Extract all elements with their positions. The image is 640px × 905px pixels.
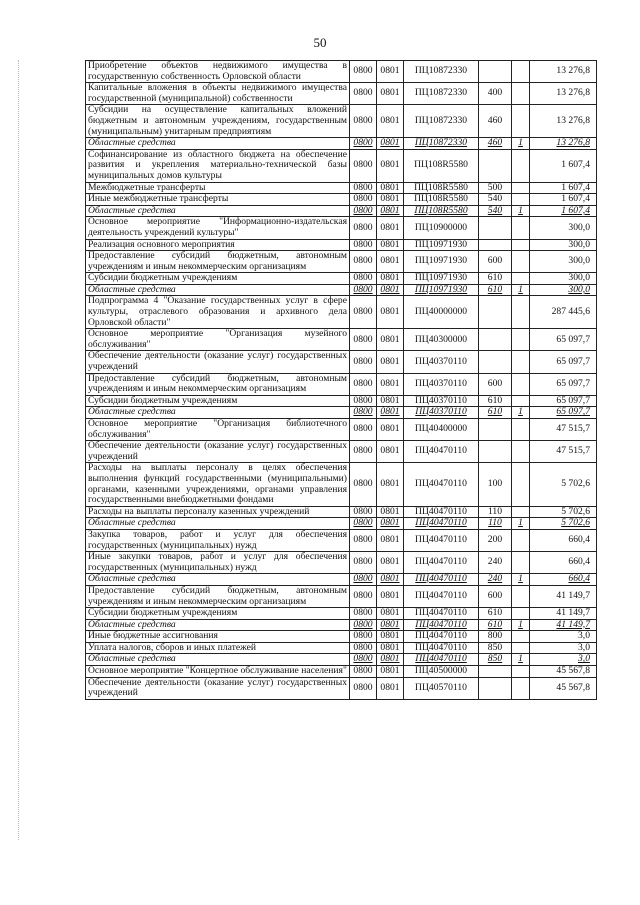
subsection-code-cell: 0801 <box>377 182 404 194</box>
expense-type-cell: 600 <box>479 251 512 273</box>
table-row <box>86 631 597 643</box>
subsection-code-cell: 0801 <box>377 506 404 518</box>
subsection-code-cell: 0801 <box>377 239 404 251</box>
funding-source-cell <box>512 251 530 273</box>
funding-source-cell: 1 <box>512 205 530 217</box>
budget-table <box>85 60 597 700</box>
table-row <box>86 407 597 419</box>
row-name-cell: Основное мероприятие "Организация музейного обслуживания" <box>86 329 350 351</box>
expense-type-cell: 540 <box>479 194 512 206</box>
section-code-cell: 0800 <box>350 642 377 654</box>
row-name-cell: Субсидии бюджетным учреждениям <box>86 395 350 407</box>
table-row <box>86 619 597 631</box>
subsection-code-cell: 0801 <box>377 395 404 407</box>
target-code-cell: ПЦ10872330 <box>404 105 479 138</box>
target-code-cell: ПЦ40370110 <box>404 407 479 419</box>
table-row <box>86 83 597 105</box>
section-code-cell: 0800 <box>350 619 377 631</box>
funding-source-cell <box>512 329 530 351</box>
funding-source-cell <box>512 217 530 239</box>
subsection-code-cell: 0801 <box>377 194 404 206</box>
subsection-code-cell: 0801 <box>377 373 404 395</box>
row-name-cell: Иные бюджетные ассигнования <box>86 631 350 643</box>
section-code-cell: 0800 <box>350 182 377 194</box>
amount-cell: 660,4 <box>530 529 597 551</box>
funding-source-cell <box>512 585 530 607</box>
row-name-cell: Реализация основного мероприятия <box>86 239 350 251</box>
expense-type-cell: 610 <box>479 273 512 285</box>
table-row <box>86 506 597 518</box>
table-row <box>86 205 597 217</box>
subsection-code-cell: 0801 <box>377 608 404 620</box>
amount-cell: 660,4 <box>530 574 597 586</box>
table-row <box>86 395 597 407</box>
subsection-code-cell: 0801 <box>377 463 404 506</box>
amount-cell: 5 702,6 <box>530 518 597 530</box>
row-name-cell: Субсидии бюджетным учреждениям <box>86 273 350 285</box>
row-name-cell: Предоставление субсидий бюджетным, автономным учреждениям и иным некоммерческим организациям <box>86 373 350 395</box>
section-code-cell: 0800 <box>350 631 377 643</box>
amount-cell: 13 276,8 <box>530 138 597 150</box>
section-code-cell: 0800 <box>350 284 377 296</box>
target-code-cell: ПЦ40370110 <box>404 351 479 373</box>
subsection-code-cell: 0801 <box>377 83 404 105</box>
expense-type-cell <box>479 441 512 463</box>
table-row <box>86 351 597 373</box>
row-name-cell: Расходы на выплаты персоналу казенных учреждений <box>86 506 350 518</box>
amount-cell: 1 607,4 <box>530 194 597 206</box>
expense-type-cell: 610 <box>479 407 512 419</box>
row-name-cell: Субсидии бюджетным учреждениям <box>86 608 350 620</box>
row-name-cell: Субсидии на осуществление капитальных вложений бюджетным и автономным учреждениям, государственным (муниципальным) унитарным предприятиям <box>86 105 350 138</box>
amount-cell: 3,0 <box>530 642 597 654</box>
target-code-cell: ПЦ40470110 <box>404 463 479 506</box>
target-code-cell: ПЦ10872330 <box>404 138 479 150</box>
target-code-cell: ПЦ108R5580 <box>404 149 479 182</box>
table-row <box>86 182 597 194</box>
expense-type-cell <box>479 351 512 373</box>
subsection-code-cell: 0801 <box>377 529 404 551</box>
target-code-cell: ПЦ40370110 <box>404 395 479 407</box>
funding-source-cell <box>512 273 530 285</box>
section-code-cell: 0800 <box>350 441 377 463</box>
section-code-cell: 0800 <box>350 395 377 407</box>
amount-cell: 300,0 <box>530 239 597 251</box>
row-name-cell: Капитальные вложения в объекты недвижимого имущества государственной (муниципальной) собственности <box>86 83 350 105</box>
section-code-cell: 0800 <box>350 138 377 150</box>
target-code-cell: ПЦ108R5580 <box>404 194 479 206</box>
target-code-cell: ПЦ40470110 <box>404 529 479 551</box>
funding-source-cell <box>512 441 530 463</box>
subsection-code-cell: 0801 <box>377 138 404 150</box>
target-code-cell: ПЦ40470110 <box>404 585 479 607</box>
amount-cell: 65 097,7 <box>530 407 597 419</box>
target-code-cell: ПЦ40570110 <box>404 677 479 699</box>
subsection-code-cell: 0801 <box>377 217 404 239</box>
expense-type-cell: 400 <box>479 83 512 105</box>
expense-type-cell: 110 <box>479 506 512 518</box>
funding-source-cell: 1 <box>512 284 530 296</box>
section-code-cell: 0800 <box>350 296 377 329</box>
expense-type-cell <box>479 149 512 182</box>
row-name-cell: Межбюджетные трансферты <box>86 182 350 194</box>
target-code-cell: ПЦ10971930 <box>404 251 479 273</box>
section-code-cell: 0800 <box>350 194 377 206</box>
funding-source-cell <box>512 149 530 182</box>
section-code-cell: 0800 <box>350 666 377 678</box>
funding-source-cell: 1 <box>512 574 530 586</box>
expense-type-cell <box>479 61 512 83</box>
amount-cell: 660,4 <box>530 552 597 574</box>
amount-cell: 13 276,8 <box>530 105 597 138</box>
expense-type-cell: 600 <box>479 585 512 607</box>
target-code-cell: ПЦ40470110 <box>404 608 479 620</box>
expense-type-cell: 610 <box>479 619 512 631</box>
target-code-cell: ПЦ10971930 <box>404 239 479 251</box>
expense-type-cell: 850 <box>479 654 512 666</box>
funding-source-cell <box>512 296 530 329</box>
table-row <box>86 608 597 620</box>
expense-type-cell <box>479 296 512 329</box>
funding-source-cell: 1 <box>512 518 530 530</box>
row-name-cell: Иные закупки товаров, работ и услуг для обеспечения государственных (муниципальных) нужд <box>86 552 350 574</box>
section-code-cell: 0800 <box>350 105 377 138</box>
funding-source-cell <box>512 395 530 407</box>
expense-type-cell: 610 <box>479 395 512 407</box>
expense-type-cell <box>479 239 512 251</box>
section-code-cell: 0800 <box>350 61 377 83</box>
amount-cell: 47 515,7 <box>530 441 597 463</box>
expense-type-cell: 540 <box>479 205 512 217</box>
section-code-cell: 0800 <box>350 205 377 217</box>
row-name-cell: Закупка товаров, работ и услуг для обеспечения государственных (муниципальных) нужд <box>86 529 350 551</box>
budget-table-body <box>86 61 597 700</box>
table-row <box>86 419 597 441</box>
subsection-code-cell: 0801 <box>377 419 404 441</box>
row-name-cell: Областные средства <box>86 518 350 530</box>
amount-cell: 65 097,7 <box>530 373 597 395</box>
funding-source-cell: 1 <box>512 138 530 150</box>
expense-type-cell: 600 <box>479 373 512 395</box>
amount-cell: 65 097,7 <box>530 351 597 373</box>
row-name-cell: Областные средства <box>86 654 350 666</box>
table-row <box>86 273 597 285</box>
target-code-cell: ПЦ40470110 <box>404 441 479 463</box>
row-name-cell: Предоставление субсидий бюджетным, автономным учреждениям и иным некоммерческим организациям <box>86 585 350 607</box>
expense-type-cell: 800 <box>479 631 512 643</box>
subsection-code-cell: 0801 <box>377 407 404 419</box>
subsection-code-cell: 0801 <box>377 552 404 574</box>
row-name-cell: Обеспечение деятельности (оказание услуг) государственных учреждений <box>86 441 350 463</box>
expense-type-cell: 460 <box>479 105 512 138</box>
target-code-cell: ПЦ108R5580 <box>404 205 479 217</box>
amount-cell: 65 097,7 <box>530 395 597 407</box>
subsection-code-cell: 0801 <box>377 441 404 463</box>
funding-source-cell <box>512 61 530 83</box>
target-code-cell: ПЦ10971930 <box>404 273 479 285</box>
amount-cell: 13 276,8 <box>530 83 597 105</box>
section-code-cell: 0800 <box>350 239 377 251</box>
funding-source-cell <box>512 677 530 699</box>
amount-cell: 3,0 <box>530 631 597 643</box>
funding-source-cell <box>512 506 530 518</box>
budget-table-container <box>85 60 596 700</box>
expense-type-cell: 610 <box>479 284 512 296</box>
table-row <box>86 149 597 182</box>
target-code-cell: ПЦ40470110 <box>404 654 479 666</box>
subsection-code-cell: 0801 <box>377 585 404 607</box>
section-code-cell: 0800 <box>350 83 377 105</box>
expense-type-cell: 460 <box>479 138 512 150</box>
subsection-code-cell: 0801 <box>377 105 404 138</box>
target-code-cell: ПЦ10900000 <box>404 217 479 239</box>
margin-guide <box>18 60 20 840</box>
table-row <box>86 677 597 699</box>
section-code-cell: 0800 <box>350 574 377 586</box>
table-row <box>86 441 597 463</box>
subsection-code-cell: 0801 <box>377 654 404 666</box>
table-row <box>86 463 597 506</box>
subsection-code-cell: 0801 <box>377 677 404 699</box>
funding-source-cell <box>512 83 530 105</box>
target-code-cell: ПЦ40400000 <box>404 419 479 441</box>
row-name-cell: Основное мероприятие "Концертное обслуживание населения" <box>86 666 350 678</box>
amount-cell: 45 567,8 <box>530 666 597 678</box>
funding-source-cell: 1 <box>512 619 530 631</box>
funding-source-cell <box>512 608 530 620</box>
expense-type-cell: 500 <box>479 182 512 194</box>
funding-source-cell <box>512 182 530 194</box>
page-number: 50 <box>313 35 327 50</box>
amount-cell: 1 607,4 <box>530 182 597 194</box>
subsection-code-cell: 0801 <box>377 351 404 373</box>
row-name-cell: Подпрограмма 4 "Оказание государственных услуг в сфере культуры, отраслевого образования и архивного дела Орловской области" <box>86 296 350 329</box>
row-name-cell: Приобретение объектов недвижимого имущества в государственную собственность Орловской области <box>86 61 350 83</box>
funding-source-cell <box>512 642 530 654</box>
target-code-cell: ПЦ40470110 <box>404 518 479 530</box>
funding-source-cell: 1 <box>512 654 530 666</box>
subsection-code-cell: 0801 <box>377 518 404 530</box>
amount-cell: 3,0 <box>530 654 597 666</box>
target-code-cell: ПЦ40470110 <box>404 552 479 574</box>
table-row <box>86 552 597 574</box>
row-name-cell: Софинансирование из областного бюджета на обеспечение развития и укрепления материально-технической базы муниципальных домов культуры <box>86 149 350 182</box>
table-row <box>86 666 597 678</box>
expense-type-cell <box>479 677 512 699</box>
section-code-cell: 0800 <box>350 608 377 620</box>
expense-type-cell: 200 <box>479 529 512 551</box>
target-code-cell: ПЦ40470110 <box>404 506 479 518</box>
subsection-code-cell: 0801 <box>377 666 404 678</box>
target-code-cell: ПЦ40470110 <box>404 619 479 631</box>
target-code-cell: ПЦ40470110 <box>404 642 479 654</box>
target-code-cell: ПЦ40000000 <box>404 296 479 329</box>
expense-type-cell <box>479 217 512 239</box>
target-code-cell: ПЦ10971930 <box>404 284 479 296</box>
row-name-cell: Областные средства <box>86 619 350 631</box>
subsection-code-cell: 0801 <box>377 574 404 586</box>
expense-type-cell: 610 <box>479 608 512 620</box>
table-row <box>86 138 597 150</box>
amount-cell: 47 515,7 <box>530 419 597 441</box>
expense-type-cell <box>479 329 512 351</box>
target-code-cell: ПЦ10872330 <box>404 83 479 105</box>
amount-cell: 65 097,7 <box>530 329 597 351</box>
section-code-cell: 0800 <box>350 217 377 239</box>
funding-source-cell <box>512 631 530 643</box>
amount-cell: 13 276,8 <box>530 61 597 83</box>
target-code-cell: ПЦ40470110 <box>404 574 479 586</box>
funding-source-cell <box>512 529 530 551</box>
table-row <box>86 217 597 239</box>
section-code-cell: 0800 <box>350 529 377 551</box>
row-name-cell: Областные средства <box>86 284 350 296</box>
funding-source-cell <box>512 419 530 441</box>
row-name-cell: Областные средства <box>86 574 350 586</box>
subsection-code-cell: 0801 <box>377 61 404 83</box>
amount-cell: 41 149,7 <box>530 608 597 620</box>
target-code-cell: ПЦ10872330 <box>404 61 479 83</box>
amount-cell: 300,0 <box>530 284 597 296</box>
section-code-cell: 0800 <box>350 329 377 351</box>
expense-type-cell: 110 <box>479 518 512 530</box>
expense-type-cell: 850 <box>479 642 512 654</box>
section-code-cell: 0800 <box>350 506 377 518</box>
amount-cell: 1 607,4 <box>530 205 597 217</box>
funding-source-cell <box>512 351 530 373</box>
section-code-cell: 0800 <box>350 419 377 441</box>
row-name-cell: Предоставление субсидий бюджетным, автономным учреждениям и иным некоммерческим организациям <box>86 251 350 273</box>
section-code-cell: 0800 <box>350 273 377 285</box>
table-row <box>86 194 597 206</box>
table-row <box>86 574 597 586</box>
amount-cell: 300,0 <box>530 273 597 285</box>
funding-source-cell <box>512 105 530 138</box>
amount-cell: 5 702,6 <box>530 506 597 518</box>
table-row <box>86 329 597 351</box>
section-code-cell: 0800 <box>350 407 377 419</box>
funding-source-cell <box>512 373 530 395</box>
amount-cell: 5 702,6 <box>530 463 597 506</box>
amount-cell: 287 445,6 <box>530 296 597 329</box>
funding-source-cell <box>512 666 530 678</box>
amount-cell: 1 607,4 <box>530 149 597 182</box>
subsection-code-cell: 0801 <box>377 205 404 217</box>
subsection-code-cell: 0801 <box>377 296 404 329</box>
row-name-cell: Иные межбюджетные трансферты <box>86 194 350 206</box>
table-row <box>86 373 597 395</box>
table-row <box>86 654 597 666</box>
section-code-cell: 0800 <box>350 518 377 530</box>
section-code-cell: 0800 <box>350 351 377 373</box>
section-code-cell: 0800 <box>350 149 377 182</box>
row-name-cell: Уплата налогов, сборов и иных платежей <box>86 642 350 654</box>
funding-source-cell <box>512 463 530 506</box>
table-row <box>86 585 597 607</box>
expense-type-cell <box>479 666 512 678</box>
expense-type-cell <box>479 419 512 441</box>
section-code-cell: 0800 <box>350 677 377 699</box>
row-name-cell: Основное мероприятие "Информационно-издательская деятельность учреждений культуры" <box>86 217 350 239</box>
row-name-cell: Областные средства <box>86 407 350 419</box>
target-code-cell: ПЦ40500000 <box>404 666 479 678</box>
table-row <box>86 105 597 138</box>
row-name-cell: Обеспечение деятельности (оказание услуг) государственных учреждений <box>86 351 350 373</box>
subsection-code-cell: 0801 <box>377 284 404 296</box>
amount-cell: 41 149,7 <box>530 585 597 607</box>
table-row <box>86 61 597 83</box>
row-name-cell: Обеспечение деятельности (оказание услуг) государственных учреждений <box>86 677 350 699</box>
section-code-cell: 0800 <box>350 373 377 395</box>
table-row <box>86 296 597 329</box>
funding-source-cell <box>512 194 530 206</box>
table-row <box>86 518 597 530</box>
expense-type-cell: 240 <box>479 574 512 586</box>
section-code-cell: 0800 <box>350 552 377 574</box>
subsection-code-cell: 0801 <box>377 251 404 273</box>
subsection-code-cell: 0801 <box>377 642 404 654</box>
subsection-code-cell: 0801 <box>377 329 404 351</box>
table-row <box>86 284 597 296</box>
section-code-cell: 0800 <box>350 585 377 607</box>
table-row <box>86 239 597 251</box>
subsection-code-cell: 0801 <box>377 273 404 285</box>
section-code-cell: 0800 <box>350 654 377 666</box>
amount-cell: 45 567,8 <box>530 677 597 699</box>
section-code-cell: 0800 <box>350 463 377 506</box>
section-code-cell: 0800 <box>350 251 377 273</box>
expense-type-cell: 240 <box>479 552 512 574</box>
expense-type-cell: 100 <box>479 463 512 506</box>
table-row <box>86 529 597 551</box>
amount-cell: 300,0 <box>530 217 597 239</box>
amount-cell: 300,0 <box>530 251 597 273</box>
row-name-cell: Областные средства <box>86 138 350 150</box>
funding-source-cell <box>512 552 530 574</box>
target-code-cell: ПЦ40300000 <box>404 329 479 351</box>
row-name-cell: Основное мероприятие "Организация библиотечного обслуживания" <box>86 419 350 441</box>
target-code-cell: ПЦ40470110 <box>404 631 479 643</box>
target-code-cell: ПЦ108R5580 <box>404 182 479 194</box>
table-row <box>86 642 597 654</box>
subsection-code-cell: 0801 <box>377 619 404 631</box>
funding-source-cell: 1 <box>512 407 530 419</box>
target-code-cell: ПЦ40370110 <box>404 373 479 395</box>
row-name-cell: Областные средства <box>86 205 350 217</box>
subsection-code-cell: 0801 <box>377 149 404 182</box>
row-name-cell: Расходы на выплаты персоналу в целях обеспечения выполнения функций государственными (муниципальными) органами, казенными учреждениями, органами управления государственными внебюджетными фондами <box>86 463 350 506</box>
subsection-code-cell: 0801 <box>377 631 404 643</box>
funding-source-cell <box>512 239 530 251</box>
amount-cell: 41 149,7 <box>530 619 597 631</box>
table-row <box>86 251 597 273</box>
